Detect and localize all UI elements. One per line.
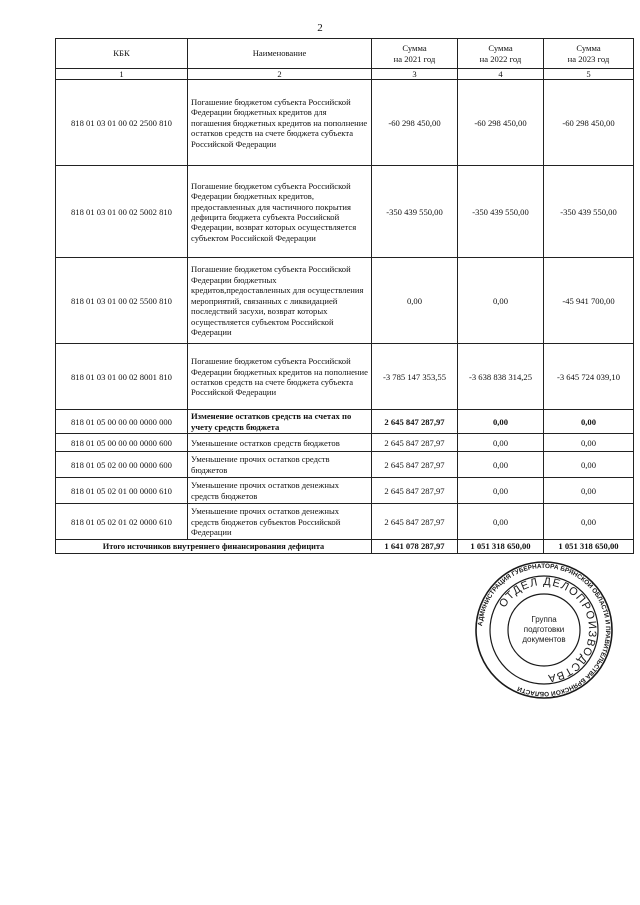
header-kbk: КБК	[56, 39, 188, 69]
sum-2023-cell: -60 298 450,00	[544, 80, 634, 166]
stamp-center-line-3: документов	[522, 635, 566, 644]
stamp-center-line-2: подготовки	[523, 625, 565, 634]
sum-2021-cell: 2 645 847 287,97	[372, 410, 458, 434]
sum-2021-cell: 2 645 847 287,97	[372, 478, 458, 504]
name-cell: Уменьшение прочих остатков средств бюджетов	[188, 452, 372, 478]
table-row	[56, 478, 634, 504]
total-2022: 1 051 318 650,00	[458, 540, 544, 553]
sum-2022-cell: -60 298 450,00	[458, 80, 544, 166]
name-cell: Уменьшение прочих остатков денежных средств бюджетов	[188, 478, 372, 504]
header-sum-2023-line1: Сумма	[576, 43, 601, 54]
kbk-cell: 818 01 05 02 01 00 0000 610	[56, 478, 188, 504]
kbk-cell: 818 01 03 01 00 02 5500 810	[56, 258, 188, 344]
total-2021: 1 641 078 287,97	[372, 540, 458, 553]
sum-2023-cell: 0,00	[544, 410, 634, 434]
column-number: 4	[458, 69, 544, 80]
table-row	[56, 434, 634, 452]
kbk-cell: 818 01 05 02 01 02 0000 610	[56, 504, 188, 540]
sum-2022-cell: 0,00	[458, 504, 544, 540]
sum-2023-cell: -45 941 700,00	[544, 258, 634, 344]
kbk-cell: 818 01 05 02 00 00 0000 600	[56, 452, 188, 478]
header-sum-2021	[372, 39, 458, 69]
sum-2021-cell: 0,00	[372, 258, 458, 344]
sum-2023-cell: 0,00	[544, 434, 634, 452]
stamp-middle-text: ОТДЕЛ ДЕЛОПРОИЗВОДСТВА	[496, 575, 599, 685]
header-sum-2022	[458, 39, 544, 69]
stamp-center-line-1: Группа	[531, 615, 557, 624]
header-sum-2021-line1: Сумма	[402, 43, 427, 54]
stamp-outer-text: АДМИНИСТРАЦИЯ ГУБЕРНАТОРА БРЯНСКОЙ ОБЛАСТИ И ПРАВИТЕЛЬСТВА БРЯНСКОЙ ОБЛАСТИ	[477, 562, 612, 698]
name-cell: Изменение остатков средств на счетах по учету средств бюджета	[188, 410, 372, 434]
name-cell: Уменьшение прочих остатков денежных средств бюджетов субъектов Российской Федерации	[188, 504, 372, 540]
name-cell: Погашение бюджетом субъекта Российской Федерации бюджетных кредитов, предоставленных для частичного покрытия дефицита бюджета субъекта Российской Федерации, возврат которых осуществляется субъектом Российской Федерации	[188, 166, 372, 258]
sum-2021-cell: -350 439 550,00	[372, 166, 458, 258]
name-cell: Уменьшение остатков средств бюджетов	[188, 434, 372, 452]
column-number-row	[56, 69, 634, 80]
sum-2021-cell: -60 298 450,00	[372, 80, 458, 166]
financing-table	[55, 38, 634, 554]
sum-2022-cell: 0,00	[458, 478, 544, 504]
column-number: 3	[372, 69, 458, 80]
sum-2022-cell: -3 638 838 314,25	[458, 344, 544, 410]
name-cell: Погашение бюджетом субъекта Российской Федерации бюджетных кредитов на пополнение остатков средств на счете бюджета субъекта Российской Федерации	[188, 344, 372, 410]
total-row	[56, 540, 634, 553]
sum-2022-cell: -350 439 550,00	[458, 166, 544, 258]
sum-2021-cell: 2 645 847 287,97	[372, 504, 458, 540]
kbk-cell: 818 01 05 00 00 00 0000 600	[56, 434, 188, 452]
kbk-cell: 818 01 03 01 00 02 5002 810	[56, 166, 188, 258]
sum-2023-cell: 0,00	[544, 504, 634, 540]
header-sum-2022-line2: на 2022 год	[479, 53, 522, 64]
page-number: 2	[317, 22, 323, 34]
sum-2023-cell: -350 439 550,00	[544, 166, 634, 258]
header-sum-2022-line1: Сумма	[488, 43, 513, 54]
sum-2023-cell: 0,00	[544, 452, 634, 478]
sum-2022-cell: 0,00	[458, 258, 544, 344]
total-2023: 1 051 318 650,00	[544, 540, 634, 553]
sum-2023-cell: -3 645 724 039,10	[544, 344, 634, 410]
table-row	[56, 166, 634, 258]
kbk-cell: 818 01 05 00 00 00 0000 000	[56, 410, 188, 434]
header-name: Наименование	[188, 39, 372, 69]
table-row	[56, 504, 634, 540]
name-cell: Погашение бюджетом субъекта Российской Федерации бюджетных кредитов для погашения бюджетных кредитов на пополнение остатков средств на счете бюджета субъекта Российской Федерации	[188, 80, 372, 166]
sum-2021-cell: -3 785 147 353,55	[372, 344, 458, 410]
name-cell: Погашение бюджетом субъекта Российской Федерации бюджетных кредитов,предоставленных для осуществления мероприятий, связанных с ликвидацией последствий засухи, возврат которых осуществляется субъектом Российской Федерации	[188, 258, 372, 344]
column-number: 1	[56, 69, 188, 80]
kbk-cell: 818 01 03 01 00 02 8001 810	[56, 344, 188, 410]
sum-2023-cell: 0,00	[544, 478, 634, 504]
sum-2022-cell: 0,00	[458, 434, 544, 452]
official-stamp	[474, 560, 614, 700]
table-row	[56, 344, 634, 410]
column-number: 5	[544, 69, 634, 80]
table-row	[56, 452, 634, 478]
header-sum-2021-line2: на 2021 год	[393, 53, 436, 64]
table-row	[56, 258, 634, 344]
table-row	[56, 410, 634, 434]
header-sum-2023-line2: на 2023 год	[567, 53, 610, 64]
sum-2022-cell: 0,00	[458, 410, 544, 434]
column-number: 2	[188, 69, 372, 80]
sum-2021-cell: 2 645 847 287,97	[372, 452, 458, 478]
sum-2022-cell: 0,00	[458, 452, 544, 478]
kbk-cell: 818 01 03 01 00 02 2500 810	[56, 80, 188, 166]
table-row	[56, 80, 634, 166]
header-sum-2023	[544, 39, 634, 69]
table-header-row	[56, 39, 634, 69]
total-label: Итого источников внутреннего финансирования дефицита	[56, 540, 372, 553]
sum-2021-cell: 2 645 847 287,97	[372, 434, 458, 452]
